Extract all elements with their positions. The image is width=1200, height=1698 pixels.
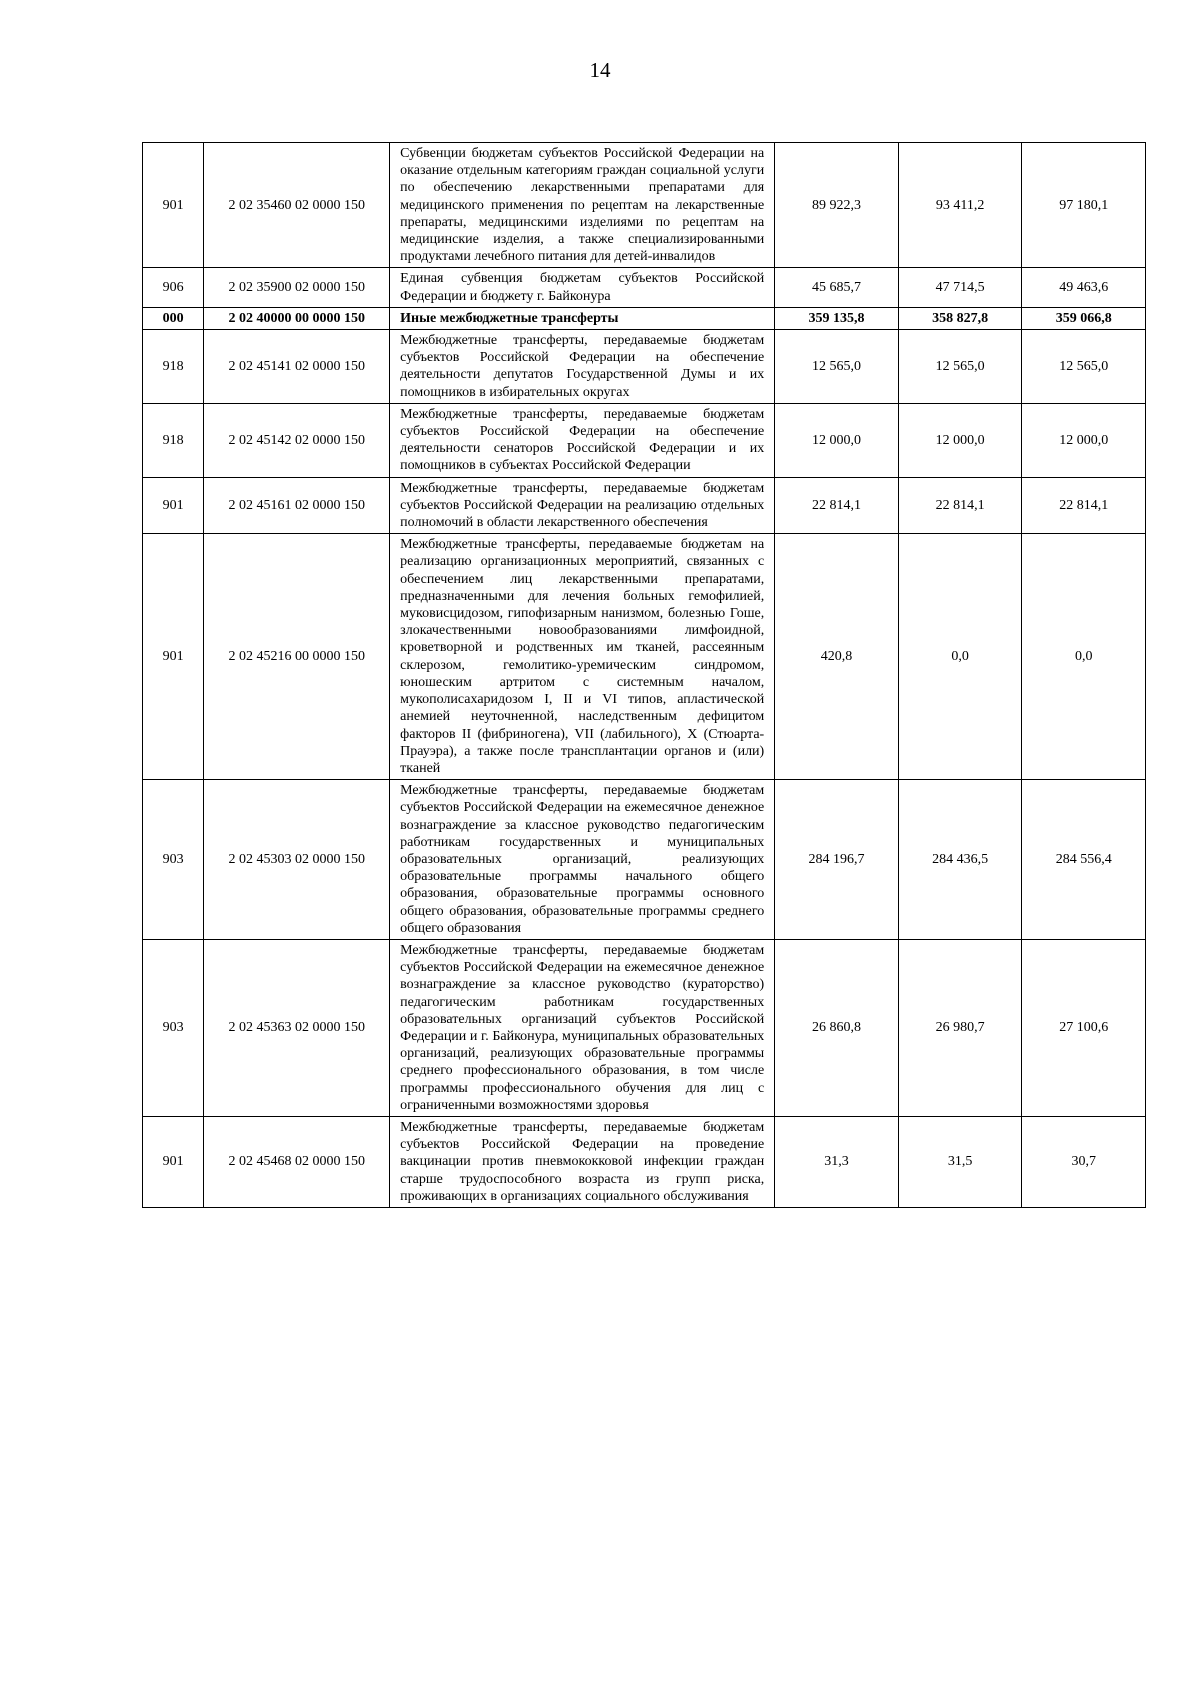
admin-code-cell: 901 — [143, 477, 204, 534]
admin-code-cell: 903 — [143, 939, 204, 1116]
budget-code-cell: 2 02 45303 02 0000 150 — [204, 780, 390, 940]
budget-code-cell: 2 02 35900 02 0000 150 — [204, 268, 390, 307]
budget-code-cell: 2 02 45142 02 0000 150 — [204, 403, 390, 477]
table-row — [143, 143, 1146, 268]
page-number: 14 — [589, 58, 611, 82]
admin-code-cell: 906 — [143, 268, 204, 307]
value-year-1-cell: 22 814,1 — [775, 477, 899, 534]
admin-code-cell: 903 — [143, 780, 204, 940]
table-row — [143, 939, 1146, 1116]
value-year-1-cell: 12 565,0 — [775, 330, 899, 404]
admin-code-cell: 000 — [143, 307, 204, 329]
table-row — [143, 403, 1146, 477]
description-cell: Субвенции бюджетам субъектов Российской Федерации на оказание отдельным категориям граждан социальной услуги по обеспечению лекарственными препаратами для медицинского применения по рецептам на лекарственные препараты, медицинскими изделиями по рецептам на медицинские изделия, а также специализированными продуктами лечебного питания для детей-инвалидов — [390, 143, 775, 268]
table-row — [143, 330, 1146, 404]
description-cell: Межбюджетные трансферты, передаваемые бюджетам на реализацию организационных мероприятий, связанных с обеспечением лиц лекарственными препаратами, предназначенными для лечения больных гемофилией, муковисцидозом, гипофизарным нанизмом, болезнью Гоше, злокачественными новообразованиями лимфоидной, кроветворной и родственных им тканей, рассеянным склерозом, гемолитико-уремическим синдромом, юношеским артритом с системным началом, мукополисахаридозом I, II и VI типов, апластической анемией неуточненной, наследственным дефицитом факторов II (фибриногена), VII (лабильного), X (Стюарта-Прауэра), а также после трансплантации органов и (или) тканей — [390, 534, 775, 780]
table-row — [143, 1116, 1146, 1207]
admin-code-cell: 901 — [143, 143, 204, 268]
table-row — [143, 534, 1146, 780]
value-year-1-cell: 420,8 — [775, 534, 899, 780]
budget-code-cell: 2 02 45363 02 0000 150 — [204, 939, 390, 1116]
value-year-2-cell: 0,0 — [898, 534, 1022, 780]
value-year-1-cell: 359 135,8 — [775, 307, 899, 329]
budget-code-cell: 2 02 45468 02 0000 150 — [204, 1116, 390, 1207]
description-cell: Единая субвенция бюджетам субъектов Российской Федерации и бюджету г. Байконура — [390, 268, 775, 307]
value-year-3-cell: 359 066,8 — [1022, 307, 1146, 329]
table-row — [143, 477, 1146, 534]
value-year-2-cell: 26 980,7 — [898, 939, 1022, 1116]
value-year-2-cell: 22 814,1 — [898, 477, 1022, 534]
value-year-2-cell: 284 436,5 — [898, 780, 1022, 940]
value-year-3-cell: 0,0 — [1022, 534, 1146, 780]
description-cell: Межбюджетные трансферты, передаваемые бюджетам субъектов Российской Федерации на ежемесячное денежное вознаграждение за классное руководство (кураторство) педагогическим работникам государственных образовательных организаций субъектов Российской Федерации и г. Байконура, муниципальных образовательных организаций, реализующих образовательные программы среднего профессионального образования, в том числе программы профессионального обучения для лиц с ограниченными возможностями здоровья — [390, 939, 775, 1116]
value-year-2-cell: 47 714,5 — [898, 268, 1022, 307]
value-year-2-cell: 93 411,2 — [898, 143, 1022, 268]
value-year-1-cell: 89 922,3 — [775, 143, 899, 268]
value-year-3-cell: 284 556,4 — [1022, 780, 1146, 940]
admin-code-cell: 918 — [143, 403, 204, 477]
value-year-1-cell: 31,3 — [775, 1116, 899, 1207]
description-cell: Иные межбюджетные трансферты — [390, 307, 775, 329]
budget-table — [142, 142, 1146, 1208]
value-year-2-cell: 358 827,8 — [898, 307, 1022, 329]
value-year-2-cell: 31,5 — [898, 1116, 1022, 1207]
table-row — [143, 780, 1146, 940]
budget-code-cell: 2 02 45216 00 0000 150 — [204, 534, 390, 780]
description-cell: Межбюджетные трансферты, передаваемые бюджетам субъектов Российской Федерации на обеспечение деятельности депутатов Государственной Думы и их помощников в избирательных округах — [390, 330, 775, 404]
admin-code-cell: 901 — [143, 534, 204, 780]
budget-code-cell: 2 02 45141 02 0000 150 — [204, 330, 390, 404]
admin-code-cell: 901 — [143, 1116, 204, 1207]
description-cell: Межбюджетные трансферты, передаваемые бюджетам субъектов Российской Федерации на ежемесячное денежное вознаграждение за классное руководство педагогическим работникам государственных и муниципальных образовательных организаций, реализующих образовательные программы начального общего образования, образовательные программы основного общего образования, образовательные программы среднего общего образования — [390, 780, 775, 940]
value-year-3-cell: 30,7 — [1022, 1116, 1146, 1207]
value-year-1-cell: 26 860,8 — [775, 939, 899, 1116]
description-cell: Межбюджетные трансферты, передаваемые бюджетам субъектов Российской Федерации на реализацию отдельных полномочий в области лекарственного обеспечения — [390, 477, 775, 534]
value-year-3-cell: 27 100,6 — [1022, 939, 1146, 1116]
description-cell: Межбюджетные трансферты, передаваемые бюджетам субъектов Российской Федерации на проведение вакцинации против пневмококковой инфекции граждан старше трудоспособного возраста из групп риска, проживающих в организациях социального обслуживания — [390, 1116, 775, 1207]
value-year-3-cell: 12 565,0 — [1022, 330, 1146, 404]
value-year-3-cell: 97 180,1 — [1022, 143, 1146, 268]
value-year-1-cell: 284 196,7 — [775, 780, 899, 940]
table-row — [143, 268, 1146, 307]
admin-code-cell: 918 — [143, 330, 204, 404]
budget-code-cell: 2 02 40000 00 0000 150 — [204, 307, 390, 329]
table-row-total — [143, 307, 1146, 329]
value-year-1-cell: 45 685,7 — [775, 268, 899, 307]
value-year-3-cell: 22 814,1 — [1022, 477, 1146, 534]
value-year-1-cell: 12 000,0 — [775, 403, 899, 477]
value-year-2-cell: 12 565,0 — [898, 330, 1022, 404]
description-cell: Межбюджетные трансферты, передаваемые бюджетам субъектов Российской Федерации на обеспечение деятельности сенаторов Российской Федерации и их помощников в субъектах Российской Федерации — [390, 403, 775, 477]
value-year-3-cell: 49 463,6 — [1022, 268, 1146, 307]
budget-code-cell: 2 02 35460 02 0000 150 — [204, 143, 390, 268]
budget-code-cell: 2 02 45161 02 0000 150 — [204, 477, 390, 534]
value-year-2-cell: 12 000,0 — [898, 403, 1022, 477]
value-year-3-cell: 12 000,0 — [1022, 403, 1146, 477]
